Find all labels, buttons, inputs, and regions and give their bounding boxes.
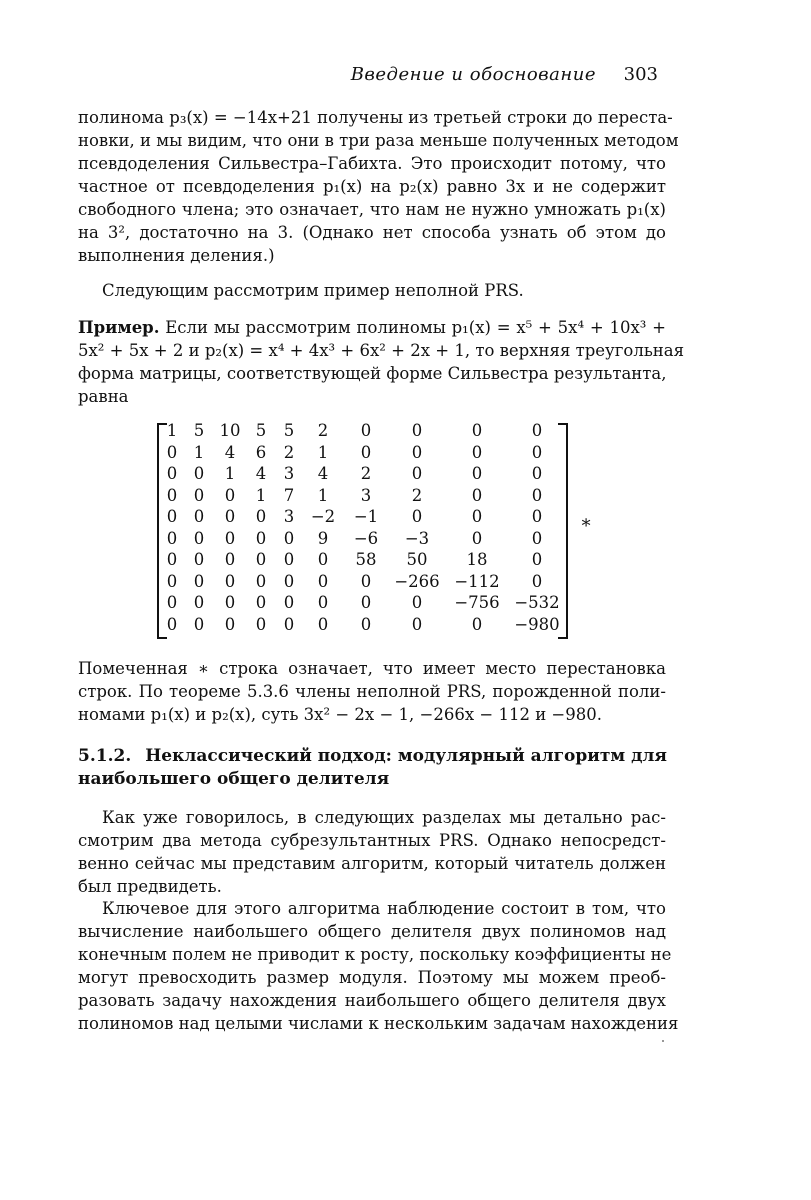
text-line: номами p₁(x) и p₂(x), суть 3x² − 2x − 1, −266x − 112 и −980.	[78, 705, 602, 724]
matrix-cell: −112	[454, 571, 500, 591]
matrix-cell: 0	[531, 528, 543, 548]
text-line: полиномов над целыми числами к нескольким задачам нахождения	[78, 1014, 679, 1033]
text-line: Помеченная ∗ строка означает, что имеет место перестановка	[78, 659, 666, 678]
matrix-cell: 0	[531, 550, 543, 569]
matrix-cell: 0	[166, 571, 178, 591]
matrix-cell: 4	[255, 464, 267, 483]
matrix-cell: 50	[406, 550, 428, 569]
text-line: был предвидеть.	[78, 877, 222, 896]
matrix-cell: −1	[353, 507, 379, 526]
text-line: выполнения деления.)	[78, 246, 275, 265]
matrix-cell: 0	[224, 528, 236, 548]
section-number: 5.1.2.	[78, 746, 132, 766]
matrix-cell: 0	[411, 614, 423, 634]
matrix-cell: 0	[411, 442, 423, 462]
matrix-cell: 0	[283, 550, 295, 569]
text-line: венно сейчас мы представим алгоритм, который читатель должен	[78, 854, 666, 873]
matrix-cell: 0	[166, 593, 178, 612]
matrix-cell: 1	[224, 464, 236, 483]
text-line: новки, и мы видим, что они в три раза меньше полученных методом	[78, 131, 679, 150]
matrix-cell: −756	[454, 593, 500, 612]
matrix-cell: 0	[193, 550, 205, 569]
matrix-cell: 0	[471, 485, 483, 505]
text-line: конечным полем не приводит к росту, поскольку коэффициенты не	[78, 945, 672, 964]
matrix-cell: 0	[224, 614, 236, 634]
text-line: равна	[78, 387, 129, 406]
matrix-cell: 0	[193, 507, 205, 526]
matrix-cell: 0	[224, 507, 236, 526]
matrix-cell: 0	[193, 528, 205, 548]
matrix-cell: 0	[471, 421, 483, 440]
text-line: 5x² + 5x + 2 и p₂(x) = x⁴ + 4x³ + 6x² + 2x + 1, то верхняя треугольная	[78, 341, 685, 360]
matrix-cell: −532	[514, 593, 560, 612]
matrix-cell: 0	[193, 571, 205, 591]
matrix-cell: 1	[166, 421, 178, 440]
text-line: смотрим два метода субрезультантных PRS. Однако непосредст-	[78, 831, 666, 850]
matrix-cell: 9	[317, 528, 329, 548]
matrix-cell: 0	[531, 421, 543, 440]
text-line: свободного члена; это означает, что нам не нужно умножать p₁(x)	[78, 200, 666, 219]
text-line: Как уже говорилось, в следующих разделах мы детально рас-	[102, 808, 666, 827]
matrix-cell: 0	[283, 528, 295, 548]
matrix-cell: 0	[193, 593, 205, 612]
matrix-cell: 0	[360, 571, 372, 591]
paragraph-5	[78, 806, 666, 898]
matrix-cell: 0	[166, 442, 178, 462]
matrix-cell: 0	[360, 421, 372, 440]
matrix-cell: 0	[193, 485, 205, 505]
text-line: полинома p₃(x) = −14x+21 получены из третьей строки до переста-	[78, 108, 673, 127]
matrix-cell: 0	[317, 550, 329, 569]
matrix-cell: 0	[255, 571, 267, 591]
matrix-cell: 0	[166, 507, 178, 526]
matrix-cell: 0	[255, 593, 267, 612]
matrix-cell: 7	[283, 485, 295, 505]
matrix-cell: 0	[317, 593, 329, 612]
matrix-cell: 58	[355, 550, 377, 569]
matrix-cell: 0	[531, 571, 543, 591]
matrix-cell: 0	[255, 507, 267, 526]
text-line: Ключевое для этого алгоритма наблюдение состоит в том, что	[102, 899, 666, 918]
matrix-cell: 0	[471, 507, 483, 526]
matrix-left-bracket	[157, 423, 167, 639]
matrix-cell: 0	[411, 507, 423, 526]
matrix-cell: 3	[283, 464, 295, 483]
matrix-cell: 2	[411, 485, 423, 505]
matrix-cell: 3	[360, 485, 372, 505]
example-line-text: Если мы рассмотрим полиномы p₁(x) = x⁵ + 5x⁴ + 10x³ +	[165, 318, 666, 337]
matrix-cell: 18	[466, 550, 488, 569]
example-label: Пример.	[78, 318, 160, 337]
matrix-cell: 0	[255, 550, 267, 569]
row-marker-star: ∗	[580, 512, 593, 533]
matrix-cell: 0	[360, 614, 372, 634]
text-line: частное от псевдоделения p₁(x) на p₂(x) равно 3x и не содержит	[78, 177, 666, 196]
matrix-cell: 1	[193, 442, 205, 462]
matrix-cell: 6	[255, 442, 267, 462]
text-line: псевдоделения Сильвестра–Габихта. Это происходит потому, что	[78, 154, 666, 173]
text-line: разовать задачу нахождения наибольшего общего делителя двух	[78, 991, 666, 1010]
matrix-cell: 0	[166, 464, 178, 483]
matrix-cell: 0	[166, 550, 178, 569]
paragraph-4	[78, 657, 666, 726]
matrix-cell: 0	[255, 614, 267, 634]
matrix-cell: 0	[166, 614, 178, 634]
matrix-cell: 0	[360, 593, 372, 612]
matrix-cell: 0	[283, 593, 295, 612]
section-title-line: Неклассический подход: модулярный алгоритм для	[145, 746, 667, 766]
matrix-cell: −3	[404, 528, 430, 548]
matrix-cell: 3	[283, 507, 295, 526]
matrix-cell: 0	[166, 485, 178, 505]
matrix-cell: 1	[317, 485, 329, 505]
matrix-cell: 0	[283, 614, 295, 634]
matrix-cell: 0	[317, 614, 329, 634]
matrix-cell: 0	[224, 593, 236, 612]
section-heading-line: наибольшего общего делителя	[78, 769, 390, 789]
matrix-cell: 0	[471, 464, 483, 483]
matrix-cell: 0	[531, 464, 543, 483]
matrix-cell: 0	[224, 485, 236, 505]
matrix-cell: 10	[219, 421, 241, 440]
matrix-cell: 0	[471, 528, 483, 548]
matrix-cell: 4	[317, 464, 329, 483]
section-heading-line	[78, 745, 666, 768]
running-header-title: Введение и обоснование	[350, 64, 596, 85]
matrix-cell: 1	[317, 442, 329, 462]
matrix-cell: 0	[166, 528, 178, 548]
matrix-cell: 0	[531, 485, 543, 505]
matrix-cell: 0	[411, 593, 423, 612]
matrix-cell: 0	[224, 571, 236, 591]
matrix-cell: −2	[310, 507, 336, 526]
text-line: на 3², достаточно на 3. (Однако нет способа узнать об этом до	[78, 223, 666, 242]
matrix-cell: 5	[255, 421, 267, 440]
matrix-cell: 0	[531, 507, 543, 526]
matrix-cell: 0	[471, 442, 483, 462]
text-line: строк. По теореме 5.3.6 члены неполной PRS, порожденной поли-	[78, 682, 666, 701]
text-line: могут превосходить размер модуля. Поэтому мы можем преоб-	[78, 968, 666, 987]
text-line: форма матрицы, соответствующей форме Сильвестра результанта,	[78, 364, 667, 383]
page-number: 303	[623, 64, 658, 85]
matrix-cell: 2	[283, 442, 295, 462]
matrix-cell: 5	[283, 421, 295, 440]
matrix-cell: 0	[411, 464, 423, 483]
section-heading	[78, 745, 666, 791]
matrix-cell: 0	[255, 528, 267, 548]
matrix-cell: 0	[411, 421, 423, 440]
matrix-cell: 0	[531, 442, 543, 462]
matrix-cell: 0	[224, 550, 236, 569]
print-speck	[662, 1040, 664, 1042]
matrix-cell: 5	[193, 421, 205, 440]
matrix-cell: 0	[193, 464, 205, 483]
matrix-cell: −980	[514, 614, 560, 634]
matrix-cell: 0	[360, 442, 372, 462]
matrix-cell: 0	[193, 614, 205, 634]
text-line: вычисление наибольшего общего делителя двух полиномов над	[78, 922, 666, 941]
matrix-cell: 2	[360, 464, 372, 483]
matrix-cell: 4	[224, 442, 236, 462]
matrix-cell: −6	[353, 528, 379, 548]
text-line: Следующим рассмотрим пример неполной PRS.	[102, 281, 524, 300]
matrix-cell: 0	[283, 571, 295, 591]
matrix-cell: 1	[255, 485, 267, 505]
paragraph-6	[78, 897, 679, 1035]
matrix-cell: −266	[394, 571, 440, 591]
matrix-cell: 0	[471, 614, 483, 634]
matrix-cell: 2	[317, 421, 329, 440]
matrix-cell: 0	[317, 571, 329, 591]
